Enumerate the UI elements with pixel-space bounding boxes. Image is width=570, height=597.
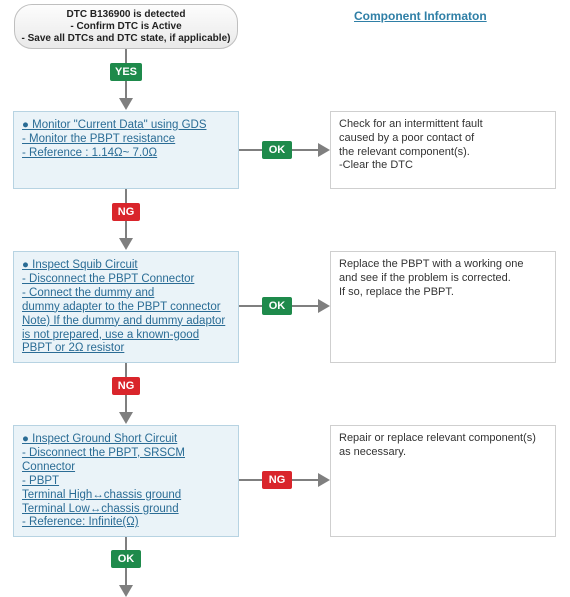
result-replace-pbpt — [330, 251, 556, 363]
step-line[interactable]: Terminal High↔chassis ground — [22, 488, 182, 501]
step-inspect-ground-short-circuit[interactable] — [13, 425, 239, 537]
arrow-down-4 — [119, 585, 133, 597]
ng-badge: NG — [112, 203, 140, 221]
ok-badge: OK — [111, 550, 141, 568]
step-line[interactable]: - Connect the dummy and — [22, 286, 155, 299]
result-repair-or-replace — [330, 425, 556, 537]
ng-badge: NG — [262, 471, 292, 489]
ng-badge: NG — [112, 377, 140, 395]
arrow-down-3 — [119, 412, 133, 424]
step-line[interactable]: - Monitor the PBPT resistance — [22, 132, 176, 145]
step-line[interactable]: - Reference: Infinite(Ω) — [22, 516, 139, 529]
result-line: caused by a poor contact of — [339, 131, 475, 144]
result-intermittent-fault — [330, 111, 556, 189]
result-line: and see if the problem is corrected. — [339, 271, 511, 284]
arrow-right-3 — [318, 473, 330, 487]
arrow-right-1 — [318, 143, 330, 157]
step-line[interactable]: PBPT or 2Ω resistor — [22, 342, 125, 355]
step-line[interactable]: Connector — [22, 460, 76, 473]
result-line: the relevant component(s). — [339, 145, 470, 158]
result-line: Check for an intermittent fault — [339, 118, 483, 130]
ok-badge: OK — [262, 297, 292, 315]
step-line[interactable]: ● Monitor "Current Data" using GDS — [22, 119, 207, 131]
arrow-down-2 — [119, 238, 133, 250]
result-line: If so, replace the PBPT. — [339, 285, 454, 298]
ok-badge: OK — [262, 141, 292, 159]
step-line[interactable]: Terminal Low↔chassis ground — [22, 502, 179, 515]
step-inspect-squib-circuit[interactable] — [13, 251, 239, 363]
step-line[interactable]: dummy adapter to the PBPT connector — [22, 300, 221, 313]
step-line[interactable]: - Disconnect the PBPT, SRSCM — [22, 446, 185, 459]
arrow-right-2 — [318, 299, 330, 313]
step-line[interactable]: Note) If the dummy and dummy adaptor — [22, 314, 226, 327]
step-line[interactable]: ● Inspect Squib Circuit — [22, 259, 138, 271]
yes-badge: YES — [110, 63, 142, 81]
result-line: as necessary. — [339, 445, 407, 458]
start-box — [14, 4, 238, 49]
start-line: - Confirm DTC is Active — [70, 21, 182, 32]
arrow-down-1 — [119, 98, 133, 110]
step-line[interactable]: ● Inspect Ground Short Circuit — [22, 433, 178, 445]
step-monitor-current-data[interactable] — [13, 111, 239, 189]
start-line: DTC B136900 is detected — [66, 9, 186, 20]
result-line: Repair or replace relevant component(s) — [339, 432, 536, 444]
step-line[interactable]: - Reference : 1.14Ω~ 7.0Ω — [22, 146, 158, 159]
step-line[interactable]: is not prepared, use a known-good — [22, 328, 200, 341]
start-line: - Save all DTCs and DTC state, if applicable) — [21, 33, 231, 44]
result-line: -Clear the DTC — [339, 159, 413, 172]
step-line[interactable]: - PBPT — [22, 474, 60, 487]
result-line: Replace the PBPT with a working one — [339, 258, 524, 270]
step-line[interactable]: - Disconnect the PBPT Connector — [22, 272, 195, 285]
component-information-link[interactable]: Component Informaton — [354, 9, 487, 23]
